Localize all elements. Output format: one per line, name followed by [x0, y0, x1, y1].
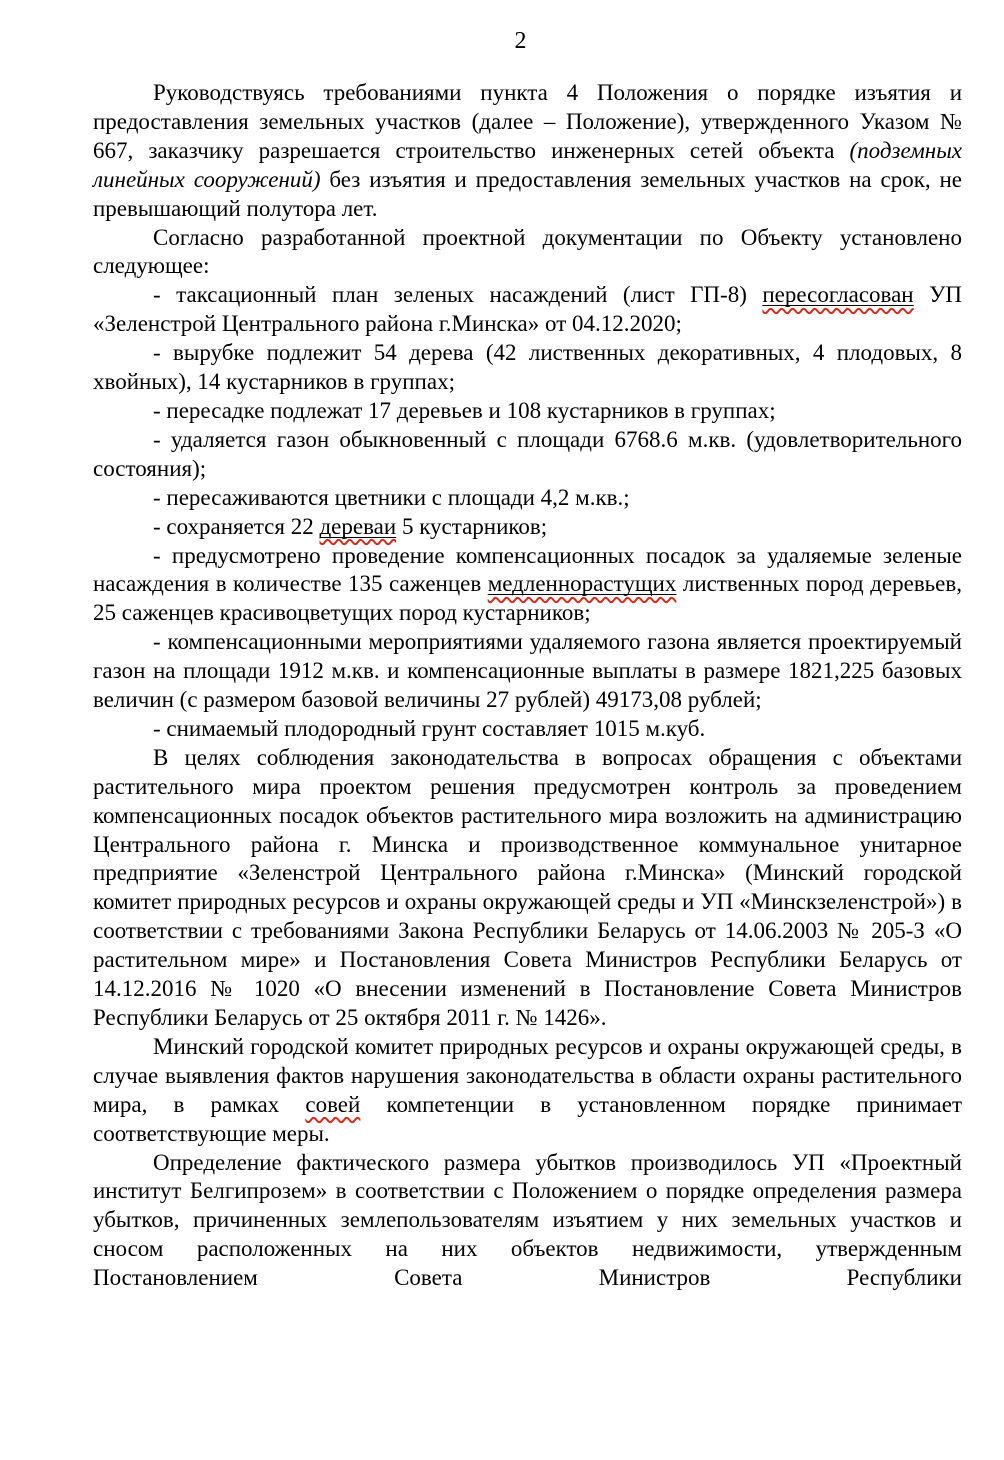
text-run: - снимаемый плодородный грунт составляет 1015 м.куб. [153, 715, 706, 741]
text-run: компетенции в установленном порядке принимает соответствующие меры. [93, 1091, 963, 1146]
paragraph [93, 744, 962, 1033]
page-number: 2 [514, 28, 527, 54]
paragraph [93, 224, 962, 282]
underlined-word [488, 571, 677, 596]
text-run: Руководствуясь требованиями пункта 4 Положения о порядке изъятия и предоставления земельных участков (далее – Положение), утвержденного Указом № 667, заказчику разрешается строительство инженерных сетей объекта [93, 80, 962, 163]
text-run: - компенсационными мероприятиями удаляемого газона является проектируемый газон на площади 1912 м.кв. и компенсационные выплаты в размере 1821,225 базовых величин (с размером базовой величины 27 рублей) 49173,08 рублей; [93, 629, 962, 713]
paragraph [93, 281, 962, 339]
text-run: - предусмотрено проведение компенсационных посадок за удаляемые зеленые насаждения в количестве 135 саженцев [93, 542, 962, 597]
paragraph [93, 542, 962, 629]
underlined-word [319, 514, 396, 539]
text-run: - пересаживаются цветники с площади 4,2 м.кв.; [153, 484, 630, 510]
misspelled-word: медленнорастущих [487, 571, 677, 597]
paragraph [93, 426, 962, 484]
text-run: - вырубке подлежит 54 дерева (42 лиственных декоративных, 4 плодовых, 8 хвойных), 14 кустарников в группах; [93, 340, 962, 395]
paragraph [93, 79, 962, 224]
text-run: УП «Зеленстрой Центрального района г.Минска» от 04.12.2020; [93, 282, 962, 337]
paragraph [93, 628, 962, 715]
text-run: 5 кустарников; [396, 513, 548, 539]
document-body [93, 79, 962, 1293]
text-run: - удаляется газон обыкновенный с площади 6768.6 м.кв. (удовлетворительного состояния); [93, 426, 962, 481]
text-run: - пересадке подлежат 17 деревьев и 108 кустарников в группах; [153, 397, 776, 423]
paragraph [93, 484, 962, 513]
italic-text: (подземных линейных сооружений) [93, 137, 962, 192]
paragraph [93, 715, 962, 744]
paragraph [93, 1149, 962, 1294]
paragraph [93, 397, 962, 426]
text-run: Согласно разработанной проектной документации по Объекту установлено следующее: [93, 224, 962, 279]
misspelled-word: дереваи [319, 513, 397, 539]
text-run: лиственных пород деревьев, 25 саженцев красивоцветущих пород кустарников; [93, 571, 962, 626]
text-run: - таксационный план зеленых насаждений (лист ГП-8) [153, 282, 763, 308]
text-run: без изъятия и предоставления земельных участков на срок, не превышающий полутора лет. [93, 166, 962, 221]
misspelled-word: пересогласован [762, 282, 914, 308]
text-run: В целях соблюдения законодательства в вопросах обращения с объектами растительного мира проектом решения предусмотрен контроль за проведением компенсационных посадок объектов растительного мира возложить на администрацию Центрального района г. Минска и производственное коммунальное унитарное предприятие «Зеленстрой Центрального района г.Минска» (Минский городской комитет природных ресурсов и охраны окружающей среды и УП «Минскзеленстрой») в соответствии с требованиями Закона Республики Беларусь от 14.06.2003 № 205-З «О растительном мире» и Постановления Совета Министров Республики Беларусь от 14.12.2016 № 1020 «О внесении изменений в Постановление Совета Министров Республики Беларусь от 25 октября 2011 г. № 1426». [93, 744, 962, 1030]
paragraph [93, 339, 962, 397]
underlined-word [762, 282, 913, 307]
paragraph [93, 1033, 962, 1149]
text-run: - сохраняется 22 [153, 513, 320, 539]
text-run: Определение фактического размера убытков производилось УП «Проектный институт Белгипрозем» в соответствии с Положением о порядке определения размера убытков, причиненных землепользователям изъятием у них земельных участков и сносом расположенных на них объектов недвижимости, утвержденным Постановлением Совета Министров Республики [93, 1149, 962, 1291]
text-run: Минский городской комитет природных ресурсов и охраны окружающей среды, в случае выявления фактов нарушения законодательства в области охраны растительного мира, в рамках [93, 1033, 962, 1117]
misspelled-word: совей [305, 1091, 361, 1117]
paragraph [93, 513, 962, 542]
